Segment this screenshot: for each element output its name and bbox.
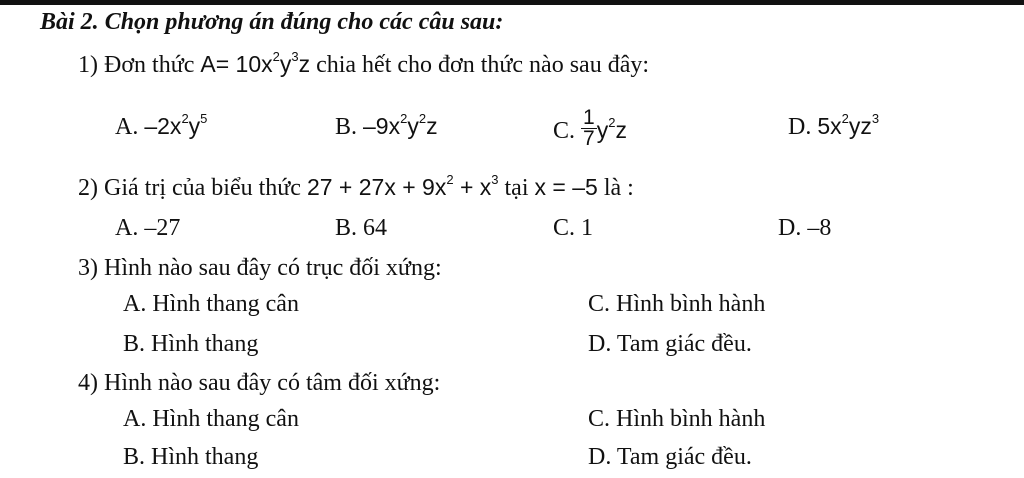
top-border bbox=[0, 0, 1024, 5]
q1-option-d[interactable]: D. $5x^2yz^3$ bbox=[788, 111, 880, 140]
question-number: 3) bbox=[78, 255, 98, 281]
q3-option-b[interactable]: B. Hình thang bbox=[123, 331, 259, 357]
question-text: Hình nào sau đây có trục đối xứng: bbox=[104, 255, 442, 281]
q4-option-c[interactable]: C. Hình bình hành bbox=[588, 406, 766, 432]
question-text: Hình nào sau đây có tâm đối xứng: bbox=[104, 370, 441, 396]
q1-option-b[interactable]: B. $-9x^2y^2z$ bbox=[335, 111, 438, 140]
q2-option-b[interactable]: B. 64 bbox=[335, 215, 388, 241]
q2-option-a[interactable]: A. –27 bbox=[115, 215, 181, 241]
q1-option-c[interactable]: C. $\frac{1}{7}$ $y^2z$ bbox=[553, 106, 627, 150]
monomial-a: $A= 10x^2y^3z$ bbox=[200, 49, 311, 77]
question-text: Giá trị của biểu thức bbox=[104, 175, 301, 201]
q4-option-b[interactable]: B. Hình thang bbox=[123, 444, 259, 470]
question-number: 4) bbox=[78, 370, 98, 396]
q3-option-c[interactable]: C. Hình bình hành bbox=[588, 291, 766, 317]
q3-option-a[interactable]: A. Hình thang cân bbox=[123, 291, 299, 317]
question-number: 1) bbox=[78, 52, 98, 78]
exercise-title bbox=[40, 8, 503, 36]
exercise-label: Bài 2. bbox=[40, 9, 99, 35]
exercise-instruction: Chọn phương án đúng cho các câu sau: bbox=[104, 9, 504, 35]
question-2: 2) Giá trị của biểu thức $27 + 27x + 9x^2 + x^3$ tại x = –5 là : bbox=[78, 172, 634, 201]
question-3 bbox=[78, 254, 442, 282]
q4-option-a[interactable]: A. Hình thang cân bbox=[123, 406, 299, 432]
question-1 bbox=[78, 50, 649, 79]
q3-option-d[interactable]: D. Tam giác đều. bbox=[588, 331, 752, 357]
q2-option-d[interactable]: D. –8 bbox=[778, 215, 832, 241]
q4-option-d[interactable]: D. Tam giác đều. bbox=[588, 444, 752, 470]
question-text-before: Đơn thức bbox=[104, 52, 201, 78]
question-4 bbox=[78, 369, 440, 397]
q1-option-a[interactable]: A. $-2x^2y^5$ bbox=[115, 111, 208, 140]
question-number: 2) bbox=[78, 175, 98, 201]
q2-option-c[interactable]: C. 1 bbox=[553, 215, 594, 241]
question-text-after: chia hết cho đơn thức nào sau đây: bbox=[310, 52, 650, 78]
polynomial-expression: $27 + 27x + 9x^2 + x^3$ bbox=[306, 172, 499, 200]
fraction: $\frac{1}{7}$ bbox=[583, 106, 595, 150]
